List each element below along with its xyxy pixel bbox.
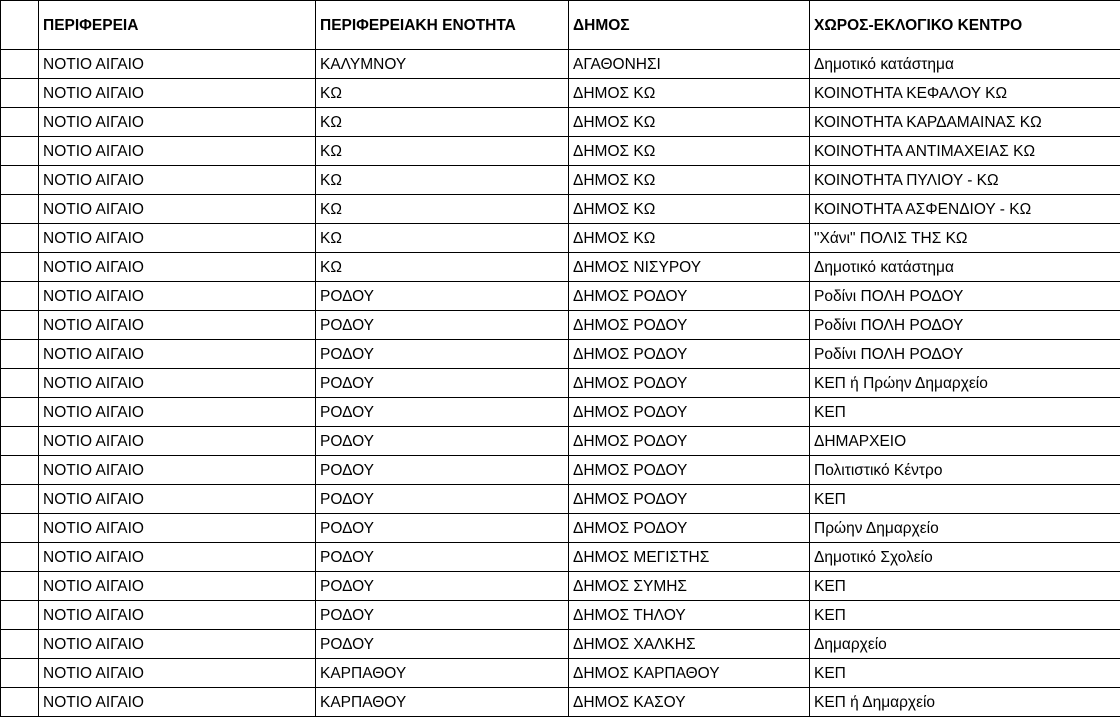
cell-region[interactable]: ΝΟΤΙΟ ΑΙΓΑΙΟ (39, 543, 316, 572)
cell-venue[interactable]: Πολιτιστικό Κέντρο (810, 456, 1120, 485)
cell-regional-unit[interactable]: ΚΩ (316, 137, 569, 166)
cell-municipality[interactable]: ΔΗΜΟΣ ΚΩ (569, 166, 810, 195)
table-row (1, 253, 1120, 282)
cell-regional-unit[interactable]: ΡΟΔΟΥ (316, 601, 569, 630)
table-row (1, 282, 1120, 311)
cell-region[interactable]: ΝΟΤΙΟ ΑΙΓΑΙΟ (39, 514, 316, 543)
cell-venue[interactable]: Ροδίνι ΠΟΛΗ ΡΟΔΟΥ (810, 340, 1120, 369)
row-header-cell[interactable] (1, 427, 39, 456)
cell-region[interactable]: ΝΟΤΙΟ ΑΙΓΑΙΟ (39, 572, 316, 601)
table-row (1, 572, 1120, 601)
header-regional-unit[interactable]: ΠΕΡΙΦΕΡΕΙΑΚΗ ΕΝΟΤΗΤΑ (316, 1, 569, 50)
table-row (1, 311, 1120, 340)
table-row (1, 630, 1120, 659)
cell-regional-unit[interactable]: ΚΩ (316, 253, 569, 282)
cell-municipality[interactable]: ΔΗΜΟΣ ΚΑΣΟΥ (569, 688, 810, 717)
cell-venue[interactable]: ΚΕΠ (810, 485, 1120, 514)
table-row (1, 659, 1120, 688)
cell-municipality[interactable]: ΔΗΜΟΣ ΣΥΜΗΣ (569, 572, 810, 601)
cell-region[interactable]: ΝΟΤΙΟ ΑΙΓΑΙΟ (39, 50, 316, 79)
table-row (1, 108, 1120, 137)
cell-region[interactable]: ΝΟΤΙΟ ΑΙΓΑΙΟ (39, 79, 316, 108)
cell-regional-unit[interactable]: ΡΟΔΟΥ (316, 427, 569, 456)
cell-venue[interactable]: ΔΗΜΑΡΧΕΙΟ (810, 427, 1120, 456)
cell-regional-unit[interactable]: ΡΟΔΟΥ (316, 398, 569, 427)
cell-venue[interactable]: ΚΟΙΝΟΤΗΤΑ ΠΥΛΙΟΥ - ΚΩ (810, 166, 1120, 195)
table-row (1, 79, 1120, 108)
cell-venue[interactable]: Δημοτικό Σχολείο (810, 543, 1120, 572)
cell-municipality[interactable]: ΔΗΜΟΣ ΚΩ (569, 137, 810, 166)
cell-region[interactable]: ΝΟΤΙΟ ΑΙΓΑΙΟ (39, 688, 316, 717)
header-row (1, 1, 1120, 50)
row-header-cell[interactable] (1, 601, 39, 630)
cell-municipality[interactable]: ΔΗΜΟΣ ΡΟΔΟΥ (569, 427, 810, 456)
row-header-cell[interactable] (1, 195, 39, 224)
cell-region[interactable]: ΝΟΤΙΟ ΑΙΓΑΙΟ (39, 456, 316, 485)
cell-region[interactable]: ΝΟΤΙΟ ΑΙΓΑΙΟ (39, 108, 316, 137)
table-row (1, 224, 1120, 253)
cell-regional-unit[interactable]: ΡΟΔΟΥ (316, 485, 569, 514)
table-row (1, 601, 1120, 630)
cell-municipality[interactable]: ΔΗΜΟΣ ΡΟΔΟΥ (569, 311, 810, 340)
cell-regional-unit[interactable]: ΡΟΔΟΥ (316, 543, 569, 572)
table-row (1, 137, 1120, 166)
table-row (1, 50, 1120, 79)
cell-region[interactable]: ΝΟΤΙΟ ΑΙΓΑΙΟ (39, 195, 316, 224)
cell-venue[interactable]: ΚΟΙΝΟΤΗΤΑ ΑΝΤΙΜΑΧΕΙΑΣ ΚΩ (810, 137, 1120, 166)
cell-municipality[interactable]: ΔΗΜΟΣ ΚΩ (569, 108, 810, 137)
table-row (1, 166, 1120, 195)
table-row (1, 340, 1120, 369)
row-header-cell[interactable] (1, 688, 39, 717)
row-header-cell[interactable] (1, 340, 39, 369)
table-row (1, 398, 1120, 427)
cell-venue[interactable]: ΚΟΙΝΟΤΗΤΑ ΚΑΡΔΑΜΑΙΝΑΣ ΚΩ (810, 108, 1120, 137)
cell-venue[interactable]: ΚΕΠ ή Πρώην Δημαρχείο (810, 369, 1120, 398)
cell-regional-unit[interactable]: ΚΑΛΥΜΝΟΥ (316, 50, 569, 79)
row-header-cell[interactable] (1, 253, 39, 282)
table-row (1, 514, 1120, 543)
row-header-cell[interactable] (1, 369, 39, 398)
table-header (1, 1, 1120, 50)
row-header-cell[interactable] (1, 514, 39, 543)
table-body (1, 50, 1120, 717)
cell-regional-unit[interactable]: ΚΩ (316, 79, 569, 108)
cell-venue[interactable]: ΚΕΠ (810, 398, 1120, 427)
cell-municipality[interactable]: ΔΗΜΟΣ ΡΟΔΟΥ (569, 369, 810, 398)
cell-regional-unit[interactable]: ΡΟΔΟΥ (316, 282, 569, 311)
cell-regional-unit[interactable]: ΡΟΔΟΥ (316, 369, 569, 398)
row-header-cell[interactable] (1, 485, 39, 514)
row-header-cell[interactable] (1, 224, 39, 253)
cell-region[interactable]: ΝΟΤΙΟ ΑΙΓΑΙΟ (39, 659, 316, 688)
cell-region[interactable]: ΝΟΤΙΟ ΑΙΓΑΙΟ (39, 398, 316, 427)
row-header-cell[interactable] (1, 1, 39, 50)
cell-municipality[interactable]: ΔΗΜΟΣ ΡΟΔΟΥ (569, 456, 810, 485)
cell-venue[interactable]: Ροδίνι ΠΟΛΗ ΡΟΔΟΥ (810, 311, 1120, 340)
row-header-cell[interactable] (1, 543, 39, 572)
cell-municipality[interactable]: ΑΓΑΘΟΝΗΣΙ (569, 50, 810, 79)
cell-municipality[interactable]: ΔΗΜΟΣ ΡΟΔΟΥ (569, 398, 810, 427)
cell-municipality[interactable]: ΔΗΜΟΣ ΡΟΔΟΥ (569, 340, 810, 369)
cell-municipality[interactable]: ΔΗΜΟΣ ΤΗΛΟΥ (569, 601, 810, 630)
cell-region[interactable]: ΝΟΤΙΟ ΑΙΓΑΙΟ (39, 224, 316, 253)
cell-regional-unit[interactable]: ΡΟΔΟΥ (316, 630, 569, 659)
cell-municipality[interactable]: ΔΗΜΟΣ ΡΟΔΟΥ (569, 282, 810, 311)
cell-region[interactable]: ΝΟΤΙΟ ΑΙΓΑΙΟ (39, 485, 316, 514)
row-header-cell[interactable] (1, 137, 39, 166)
cell-regional-unit[interactable]: ΡΟΔΟΥ (316, 340, 569, 369)
row-header-cell[interactable] (1, 659, 39, 688)
cell-municipality[interactable]: ΔΗΜΟΣ ΚΩ (569, 79, 810, 108)
cell-venue[interactable]: Δημοτικό κατάστημα (810, 253, 1120, 282)
cell-regional-unit[interactable]: ΡΟΔΟΥ (316, 311, 569, 340)
cell-region[interactable]: ΝΟΤΙΟ ΑΙΓΑΙΟ (39, 427, 316, 456)
cell-regional-unit[interactable]: ΚΩ (316, 108, 569, 137)
row-header-cell[interactable] (1, 282, 39, 311)
cell-venue[interactable]: ΚΕΠ (810, 601, 1120, 630)
row-header-cell[interactable] (1, 108, 39, 137)
row-header-cell[interactable] (1, 50, 39, 79)
table-row (1, 688, 1120, 717)
table-row (1, 427, 1120, 456)
cell-venue[interactable]: Δημοτικό κατάστημα (810, 50, 1120, 79)
cell-regional-unit[interactable]: ΚΩ (316, 195, 569, 224)
table-row (1, 485, 1120, 514)
cell-region[interactable]: ΝΟΤΙΟ ΑΙΓΑΙΟ (39, 166, 316, 195)
cell-venue[interactable]: ΚΕΠ (810, 572, 1120, 601)
row-header-cell[interactable] (1, 311, 39, 340)
cell-municipality[interactable]: ΔΗΜΟΣ ΝΙΣΥΡΟΥ (569, 253, 810, 282)
cell-region[interactable]: ΝΟΤΙΟ ΑΙΓΑΙΟ (39, 340, 316, 369)
row-header-cell[interactable] (1, 572, 39, 601)
cell-region[interactable]: ΝΟΤΙΟ ΑΙΓΑΙΟ (39, 630, 316, 659)
cell-venue[interactable]: Πρώην Δημαρχείο (810, 514, 1120, 543)
cell-venue[interactable]: ΚΟΙΝΟΤΗΤΑ ΚΕΦΑΛΟΥ ΚΩ (810, 79, 1120, 108)
header-region[interactable]: ΠΕΡΙΦΕΡΕΙΑ (39, 1, 316, 50)
table-row (1, 195, 1120, 224)
cell-municipality[interactable]: ΔΗΜΟΣ ΚΩ (569, 195, 810, 224)
cell-venue[interactable]: ΚΟΙΝΟΤΗΤΑ ΑΣΦΕΝΔΙΟΥ - ΚΩ (810, 195, 1120, 224)
cell-region[interactable]: ΝΟΤΙΟ ΑΙΓΑΙΟ (39, 282, 316, 311)
row-header-cell[interactable] (1, 166, 39, 195)
row-header-cell[interactable] (1, 456, 39, 485)
header-municipality[interactable]: ΔΗΜΟΣ (569, 1, 810, 50)
cell-region[interactable]: ΝΟΤΙΟ ΑΙΓΑΙΟ (39, 369, 316, 398)
cell-venue[interactable]: ΚΕΠ ή Δημαρχείο (810, 688, 1120, 717)
cell-venue[interactable]: ΚΕΠ (810, 659, 1120, 688)
row-header-cell[interactable] (1, 630, 39, 659)
row-header-cell[interactable] (1, 79, 39, 108)
cell-regional-unit[interactable]: ΡΟΔΟΥ (316, 572, 569, 601)
cell-venue[interactable]: "Χάνι" ΠΟΛΙΣ ΤΗΣ ΚΩ (810, 224, 1120, 253)
table-row (1, 369, 1120, 398)
cell-regional-unit[interactable]: ΚΑΡΠΑΘΟΥ (316, 688, 569, 717)
table-row (1, 456, 1120, 485)
cell-regional-unit[interactable]: ΚΑΡΠΑΘΟΥ (316, 659, 569, 688)
cell-municipality[interactable]: ΔΗΜΟΣ ΚΩ (569, 224, 810, 253)
table-row (1, 543, 1120, 572)
cell-region[interactable]: ΝΟΤΙΟ ΑΙΓΑΙΟ (39, 137, 316, 166)
cell-municipality[interactable]: ΔΗΜΟΣ ΡΟΔΟΥ (569, 514, 810, 543)
cell-regional-unit[interactable]: ΚΩ (316, 166, 569, 195)
cell-municipality[interactable]: ΔΗΜΟΣ ΡΟΔΟΥ (569, 485, 810, 514)
row-header-cell[interactable] (1, 398, 39, 427)
cell-municipality[interactable]: ΔΗΜΟΣ ΧΑΛΚΗΣ (569, 630, 810, 659)
cell-regional-unit[interactable]: ΚΩ (316, 224, 569, 253)
cell-region[interactable]: ΝΟΤΙΟ ΑΙΓΑΙΟ (39, 253, 316, 282)
cell-venue[interactable]: Δημαρχείο (810, 630, 1120, 659)
header-venue[interactable]: ΧΩΡΟΣ-ΕΚΛΟΓΙΚΟ ΚΕΝΤΡΟ (810, 1, 1120, 50)
cell-venue[interactable]: Ροδίνι ΠΟΛΗ ΡΟΔΟΥ (810, 282, 1120, 311)
cell-municipality[interactable]: ΔΗΜΟΣ ΚΑΡΠΑΘΟΥ (569, 659, 810, 688)
cell-region[interactable]: ΝΟΤΙΟ ΑΙΓΑΙΟ (39, 311, 316, 340)
cell-region[interactable]: ΝΟΤΙΟ ΑΙΓΑΙΟ (39, 601, 316, 630)
cell-regional-unit[interactable]: ΡΟΔΟΥ (316, 456, 569, 485)
cell-municipality[interactable]: ΔΗΜΟΣ ΜΕΓΙΣΤΗΣ (569, 543, 810, 572)
cell-regional-unit[interactable]: ΡΟΔΟΥ (316, 514, 569, 543)
